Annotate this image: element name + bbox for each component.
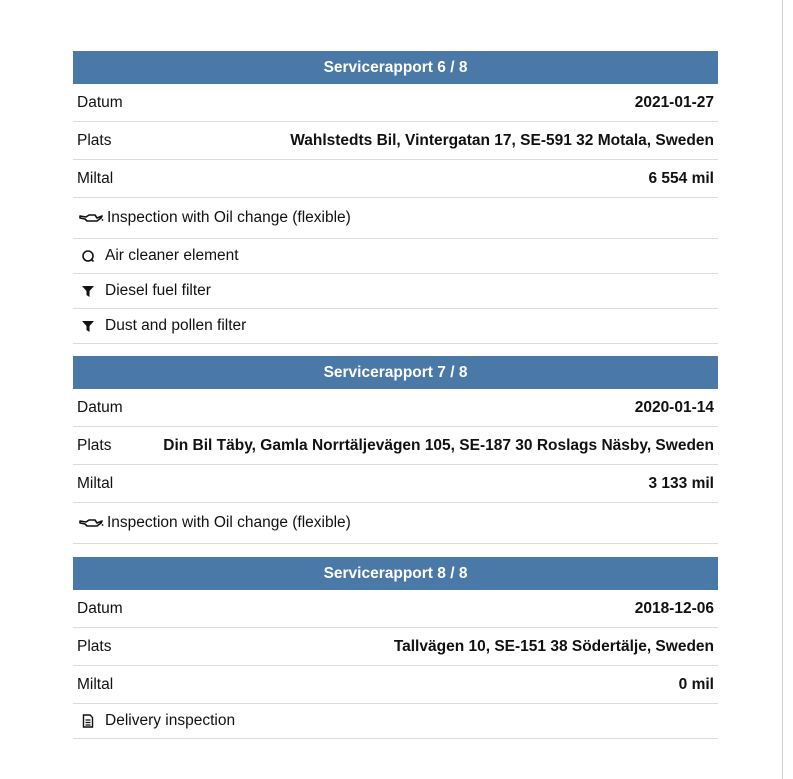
oil-can-icon xyxy=(77,516,105,530)
service-item xyxy=(73,503,718,544)
service-item-label: Dust and pollen filter xyxy=(105,317,247,334)
report-header xyxy=(73,51,718,84)
plats-value: Wahlstedts Bil, Vintergatan 17, SE-591 32 Motala, Sweden xyxy=(290,131,714,149)
service-report-6 xyxy=(73,51,718,344)
document-icon xyxy=(77,714,99,728)
service-report-8 xyxy=(73,557,718,739)
plats-value: Din Bil Täby, Gamla Norrtäljevägen 105, SE-187 30 Roslags Näsby, Sweden xyxy=(163,436,714,454)
service-item xyxy=(73,274,718,309)
air-filter-icon xyxy=(77,249,99,263)
service-item-label: Delivery inspection xyxy=(105,712,236,729)
report-title: Servicerapport 7 / 8 xyxy=(323,363,468,381)
report-header xyxy=(73,356,718,389)
miltal-value: 3 133 mil xyxy=(648,474,714,492)
datum-label: Datum xyxy=(77,93,123,111)
datum-label: Datum xyxy=(77,398,123,416)
funnel-icon xyxy=(77,284,99,298)
report-title: Servicerapport 8 / 8 xyxy=(323,564,468,582)
service-item-label: Inspection with Oil change (flexible) xyxy=(107,209,351,226)
service-item xyxy=(73,309,718,344)
plats-label: Plats xyxy=(77,637,112,655)
datum-value: 2020-01-14 xyxy=(634,398,714,416)
miltal-label: Miltal xyxy=(77,474,114,492)
miltal-row xyxy=(73,160,718,198)
datum-label: Datum xyxy=(77,599,123,617)
miltal-row xyxy=(73,666,718,704)
plats-label: Plats xyxy=(77,436,112,454)
plats-label: Plats xyxy=(77,131,112,149)
plats-row xyxy=(73,427,718,465)
datum-row xyxy=(73,389,718,427)
service-item xyxy=(73,198,718,239)
miltal-row xyxy=(73,465,718,503)
report-title: Servicerapport 6 / 8 xyxy=(323,58,468,76)
service-item xyxy=(73,239,718,274)
miltal-value: 6 554 mil xyxy=(648,169,714,187)
service-item-label: Inspection with Oil change (flexible) xyxy=(107,514,351,531)
miltal-label: Miltal xyxy=(77,169,114,187)
miltal-value: 0 mil xyxy=(678,675,714,693)
service-item-label: Air cleaner element xyxy=(105,247,239,264)
report-header xyxy=(73,557,718,590)
funnel-icon xyxy=(77,319,99,333)
plats-row xyxy=(73,628,718,666)
service-item xyxy=(73,704,718,739)
plats-row xyxy=(73,122,718,160)
datum-value: 2018-12-06 xyxy=(634,599,714,617)
datum-value: 2021-01-27 xyxy=(634,93,714,111)
oil-can-icon xyxy=(77,211,105,225)
service-report-7 xyxy=(73,356,718,544)
datum-row xyxy=(73,590,718,628)
page-edge-rule xyxy=(782,0,793,779)
datum-row xyxy=(73,84,718,122)
service-item-label: Diesel fuel filter xyxy=(105,282,211,299)
miltal-label: Miltal xyxy=(77,675,114,693)
plats-value: Tallvägen 10, SE-151 38 Södertälje, Sweden xyxy=(393,637,714,655)
